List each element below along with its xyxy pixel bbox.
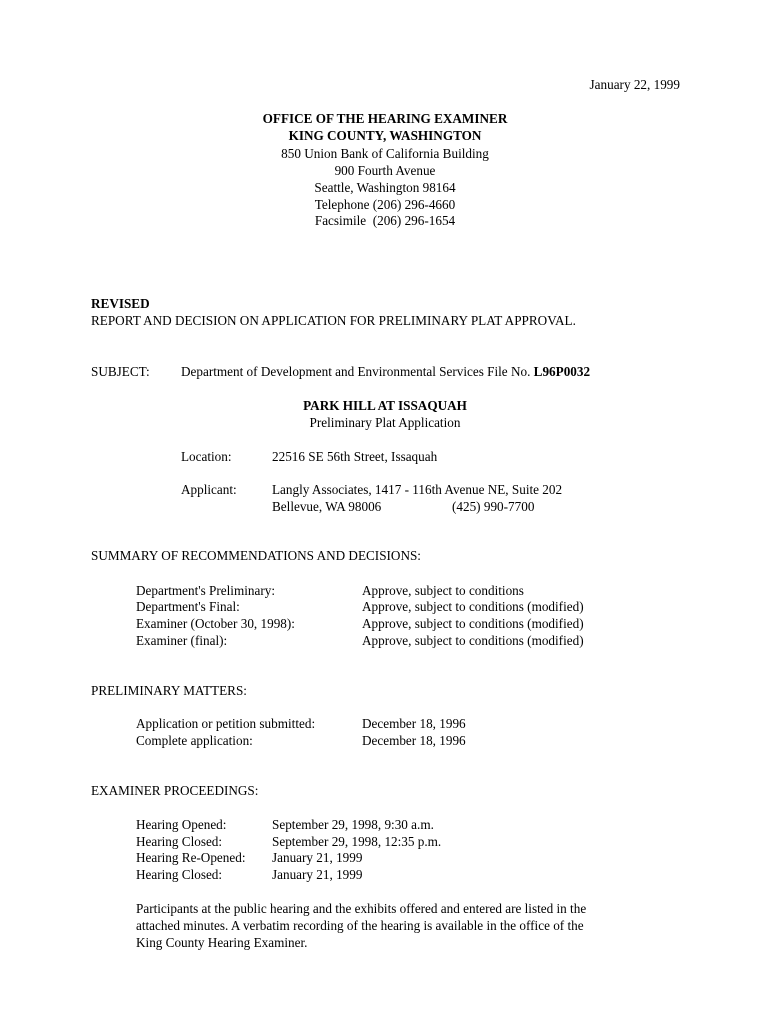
summary-label: Department's Final:	[136, 599, 240, 614]
preliminary-label: Application or petition submitted:	[136, 716, 316, 731]
proceedings-paragraph-line: Participants at the public hearing and the exhibits offered and entered are listed in the	[136, 901, 587, 916]
summary-value: Approve, subject to conditions (modified)	[362, 616, 584, 631]
proceedings-heading: EXAMINER PROCEEDINGS:	[91, 783, 259, 798]
project-type: Preliminary Plat Application	[309, 415, 461, 430]
proceeding-label: Hearing Re-Opened:	[136, 850, 246, 865]
location-label: Location:	[181, 449, 232, 464]
subject-description: Department of Development and Environmental Services File No.	[181, 364, 534, 379]
summary-value: Approve, subject to conditions (modified)	[362, 599, 584, 614]
location-value: 22516 SE 56th Street, Issaquah	[272, 449, 438, 464]
facsimile-line: Facsimile (206) 296-1654	[314, 213, 456, 228]
proceeding-label: Hearing Closed:	[136, 834, 223, 849]
project-name: PARK HILL AT ISSAQUAH	[303, 398, 467, 413]
file-number: L96P0032	[533, 364, 591, 379]
proceeding-label: Hearing Closed:	[136, 867, 223, 882]
summary-label: Examiner (October 30, 1998):	[136, 616, 295, 631]
applicant-address: Langly Associates, 1417 - 116th Avenue NE, Suite 202	[272, 482, 563, 497]
revised-label: REVISED	[91, 296, 150, 311]
report-title: REPORT AND DECISION ON APPLICATION FOR PRELIMINARY PLAT APPROVAL.	[91, 313, 576, 328]
proceeding-value: September 29, 1998, 9:30 a.m.	[272, 817, 434, 832]
applicant-city: Bellevue, WA 98006	[272, 499, 382, 514]
summary-value: Approve, subject to conditions (modified)	[362, 633, 584, 648]
proceedings-paragraph-line: King County Hearing Examiner.	[136, 935, 308, 950]
applicant-phone: (425) 990-7700	[452, 499, 535, 514]
address-line: 850 Union Bank of California Building	[281, 146, 489, 161]
document-date: January 22, 1999	[589, 77, 680, 92]
proceeding-label: Hearing Opened:	[136, 817, 227, 832]
subject-text	[181, 363, 590, 380]
preliminary-heading: PRELIMINARY MATTERS:	[91, 683, 247, 698]
subject-label: SUBJECT:	[91, 364, 150, 379]
preliminary-value: December 18, 1996	[362, 733, 466, 748]
preliminary-label: Complete application:	[136, 733, 253, 748]
office-county: KING COUNTY, WASHINGTON	[288, 128, 482, 143]
summary-value: Approve, subject to conditions	[362, 583, 524, 598]
proceedings-paragraph-line: attached minutes. A verbatim recording of the hearing is available in the office of the	[136, 918, 584, 933]
telephone-line: Telephone (206) 296-4660	[314, 197, 456, 212]
summary-heading: SUMMARY OF RECOMMENDATIONS AND DECISIONS:	[91, 548, 421, 563]
proceeding-value: September 29, 1998, 12:35 p.m.	[272, 834, 442, 849]
preliminary-value: December 18, 1996	[362, 716, 466, 731]
address-line: 900 Fourth Avenue	[334, 163, 436, 178]
summary-label: Examiner (final):	[136, 633, 228, 648]
proceeding-value: January 21, 1999	[272, 850, 363, 865]
address-line: Seattle, Washington 98164	[314, 180, 456, 195]
summary-label: Department's Preliminary:	[136, 583, 275, 598]
applicant-label: Applicant:	[181, 482, 237, 497]
proceeding-value: January 21, 1999	[272, 867, 363, 882]
office-name: OFFICE OF THE HEARING EXAMINER	[262, 111, 508, 126]
